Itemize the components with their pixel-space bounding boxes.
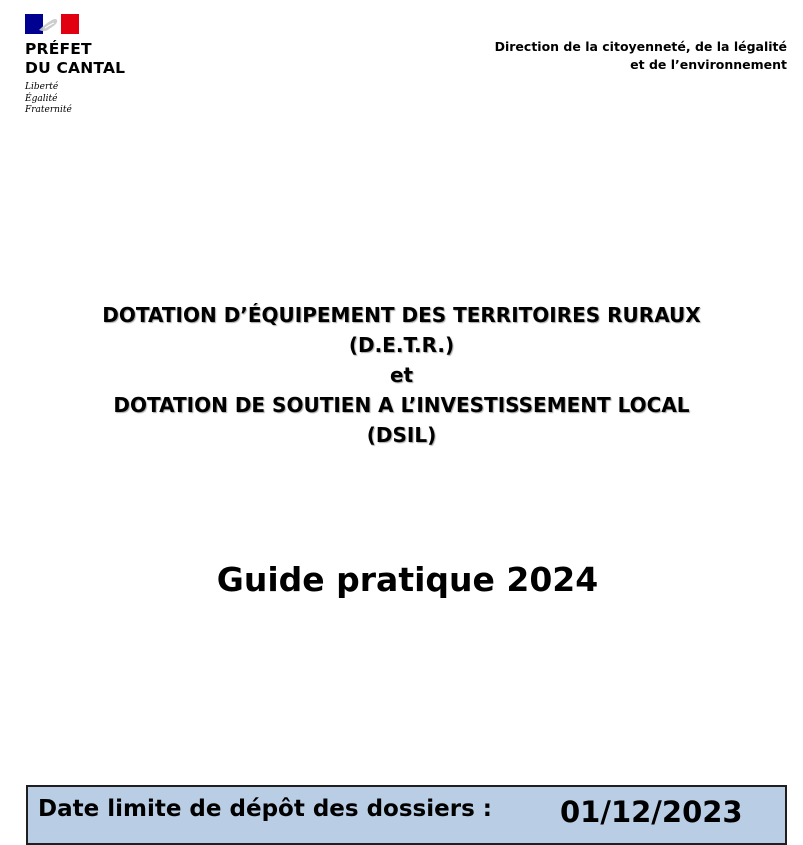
title-detr: DOTATION D’ÉQUIPEMENT DES TERRITOIRES RURAUX bbox=[102, 303, 701, 327]
prefet-name bbox=[25, 40, 165, 78]
deadline-label: Date limite de dépôt des dossiers : bbox=[38, 796, 492, 822]
prefecture-logo bbox=[25, 14, 165, 117]
motto-fraternite: Fraternité bbox=[25, 105, 72, 115]
document-titles bbox=[0, 300, 803, 450]
motto-liberte: Liberté bbox=[25, 82, 59, 92]
guide-title: Guide pratique 2024 bbox=[216, 560, 599, 599]
title-dsil: DOTATION DE SOUTIEN A L’INVESTISSEMENT LOCAL bbox=[113, 393, 690, 417]
deadline-banner bbox=[26, 785, 787, 845]
prefet-line-2: DU CANTAL bbox=[25, 59, 126, 77]
direction-heading bbox=[495, 38, 787, 74]
motto-egalite: Égalité bbox=[25, 93, 58, 104]
direction-line-1: Direction de la citoyenneté, de la légalité bbox=[494, 39, 787, 54]
title-dsil-acronym: (DSIL) bbox=[366, 423, 437, 447]
marianne-flag-icon bbox=[25, 14, 79, 34]
title-detr-acronym: (D.E.T.R.) bbox=[348, 333, 455, 357]
direction-line-2: et de l’environnement bbox=[630, 57, 787, 72]
republic-motto bbox=[25, 82, 165, 117]
deadline-date: 01/12/2023 bbox=[560, 795, 743, 829]
title-conjunction: et bbox=[389, 363, 414, 387]
prefet-line-1: PRÉFET bbox=[25, 40, 92, 58]
